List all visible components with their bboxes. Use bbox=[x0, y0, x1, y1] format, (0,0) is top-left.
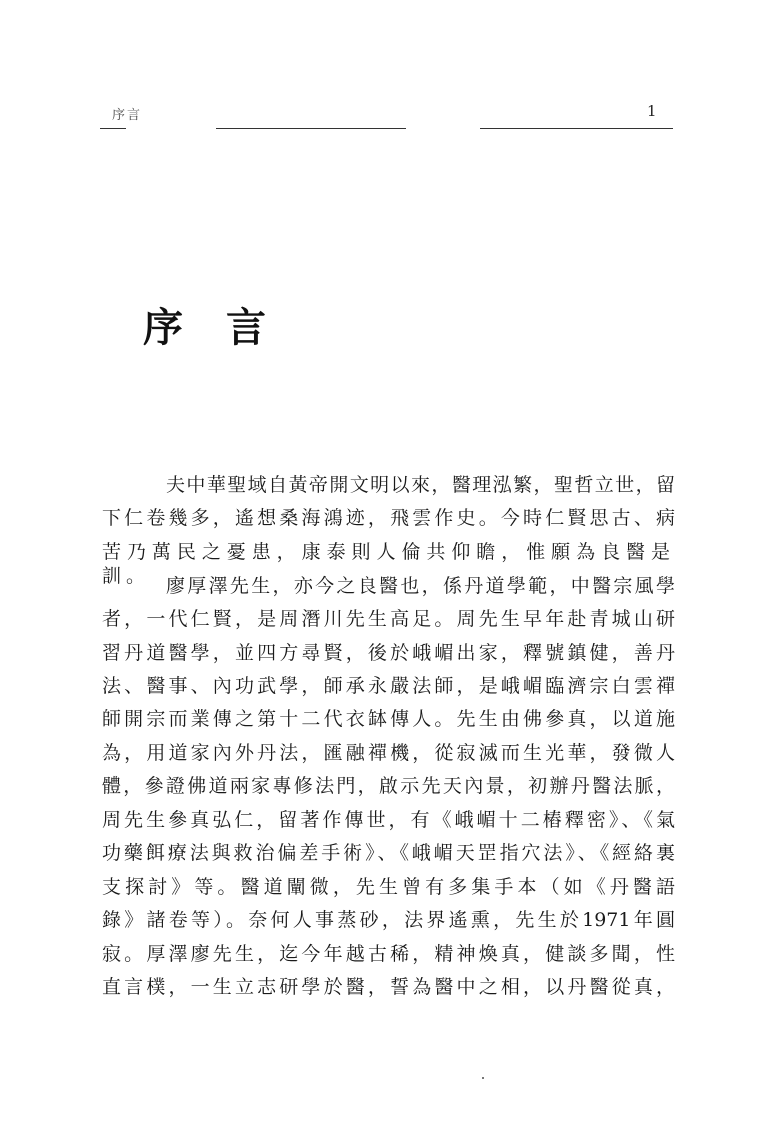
header-rule-left bbox=[100, 128, 126, 129]
text-line: 夫中華聖域自黃帝開文明以來，醫理泓繁，聖哲立世，留 bbox=[166, 474, 675, 496]
header-rule-right bbox=[480, 128, 673, 129]
text-line: 下仁卷幾多，遙想桑海鴻迹，飛雲作史。今時仁賢思古、病 bbox=[102, 507, 675, 529]
page-number: 1 bbox=[647, 102, 657, 120]
text-line: 習丹道醫學，並四方尋賢，後於峨嵋出家，釋號鎮健，善丹 bbox=[102, 642, 675, 664]
text-line: 體，參證佛道兩家專修法門，啟示先天內景，初辦丹醫法脈， bbox=[102, 775, 675, 797]
running-head-title: 序言 bbox=[112, 108, 143, 123]
text-line: 苦乃萬民之憂患，康泰則人倫共仰瞻，惟願為良醫是訓。 bbox=[102, 541, 675, 587]
text-line: 廖厚澤先生，亦今之良醫也，係丹道學範，中醫宗風學 bbox=[166, 575, 675, 597]
text-line: 寂。厚澤廖先生，迄今年越古稀，精神煥真，健談多聞，性 bbox=[102, 943, 675, 965]
text-line: 法、醫事、內功武學，師承永嚴法師，是峨嵋臨濟宗白雲禪 bbox=[102, 675, 675, 697]
text-line: 功藥餌療法與救治偏差手術》、《峨嵋天罡指穴法》、《經絡裏 bbox=[102, 842, 675, 864]
text-line: 周先生參真弘仁，留著作傳世，有《峨嵋十二樁釋密》、《氣 bbox=[102, 809, 675, 831]
text-line: 為，用道家內外丹法，匯融禪機，從寂滅而生光華，發微人 bbox=[102, 742, 675, 764]
text-line: 直言樸，一生立志研學於醫，誓為醫中之相，以丹醫從真， bbox=[102, 976, 675, 998]
scan-speck bbox=[482, 1077, 484, 1079]
text-line: 支探討》等。醫道闡微，先生曾有多集手本（如《丹醫語 bbox=[102, 876, 675, 898]
chapter-title-char: 序 bbox=[143, 304, 183, 351]
text-line: 錄》諸卷等）。奈何人事蒸砂，法界遙熏，先生於1971年圓 bbox=[102, 909, 675, 931]
text-line: 者，一代仁賢，是周潛川先生高足。周先生早年赴青城山研 bbox=[102, 608, 675, 630]
text-line: 師開宗而業傳之第十二代衣缽傳人。先生由佛參真，以道施 bbox=[102, 708, 675, 730]
chapter-title-char: 言 bbox=[226, 304, 266, 351]
header-rule-middle bbox=[216, 128, 406, 129]
